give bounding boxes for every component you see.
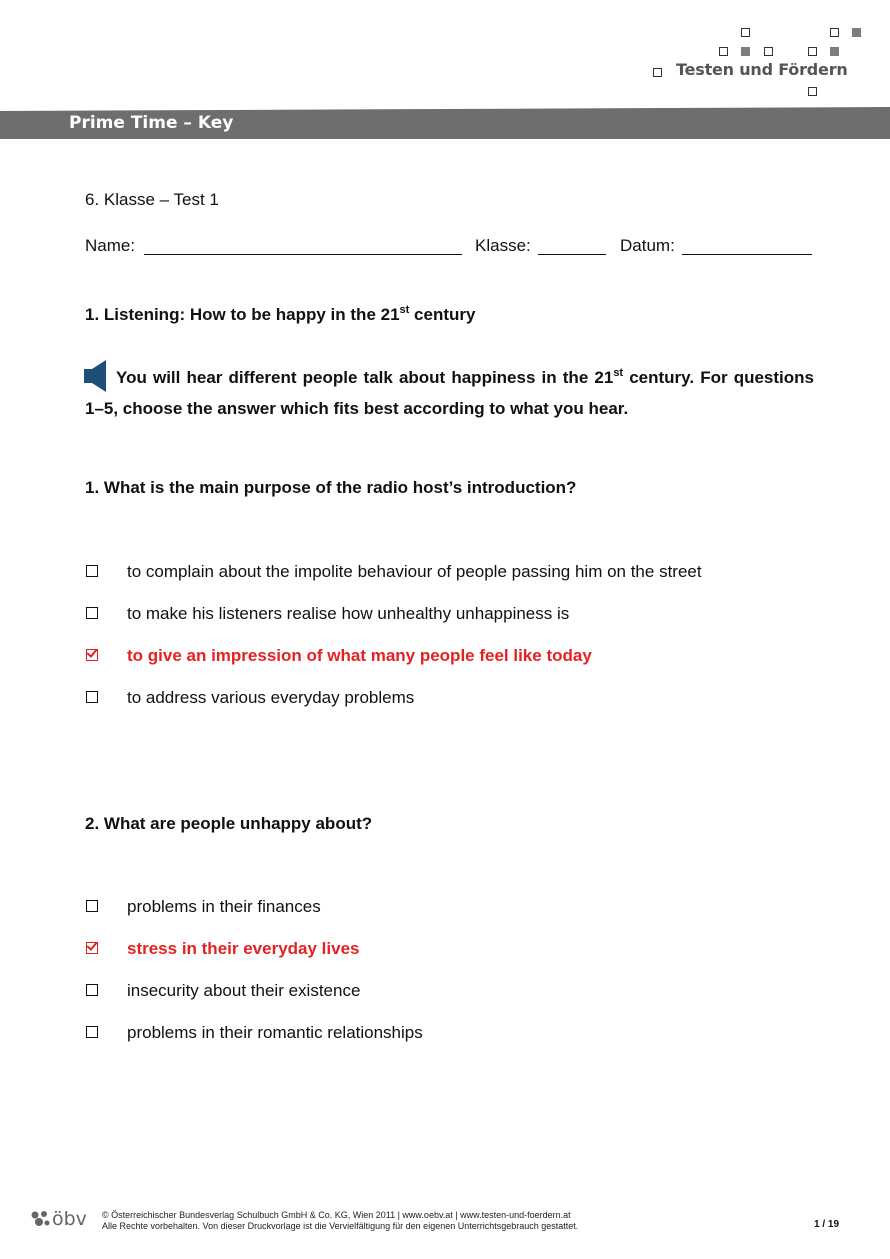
logo-square-icon — [764, 47, 773, 56]
option-text: to make his listeners realise how unhealthy unhappiness is — [127, 604, 570, 623]
logo-square-icon — [653, 68, 662, 77]
publisher-logo-text: öbv — [52, 1208, 87, 1230]
logo-square-icon — [852, 28, 861, 37]
correct-option-text: to give an impression of what many people feel like today — [127, 646, 592, 665]
logo-square-icon — [808, 87, 817, 96]
checkbox-icon[interactable] — [86, 1026, 98, 1038]
option-text: problems in their romantic relationships — [127, 1023, 423, 1042]
checked-checkbox-icon[interactable] — [86, 649, 98, 661]
copyright-text: © Österreichischer Bundesverlag Schulbuch GmbH & Co. KG, Wien 2011 | www.oebv.at | www.testen-und-foerdern.at — [102, 1210, 571, 1220]
section-heading: 1. Listening: How to be happy in the 21st century — [85, 304, 476, 324]
instruction-text: You will hear different people talk about happiness in the 21st century. For questions 1–5, choose the answer which fits best according to what you hear. — [85, 367, 814, 418]
publisher-logo-icon — [30, 1210, 50, 1228]
checkbox-icon[interactable] — [86, 900, 98, 912]
class-field[interactable] — [538, 240, 606, 255]
option-text: to address various everyday problems — [127, 688, 415, 707]
logo-square-icon — [741, 47, 750, 56]
logo-square-icon — [808, 47, 817, 56]
class-label: Klasse: — [475, 236, 531, 255]
banner-title: Prime Time – Key — [69, 113, 234, 133]
checkbox-icon[interactable] — [86, 607, 98, 619]
date-field[interactable] — [682, 240, 812, 255]
option-text: problems in their finances — [127, 897, 321, 916]
date-label: Datum: — [620, 236, 675, 255]
correct-option-text: stress in their everyday lives — [127, 939, 360, 958]
question-2-text: 2. What are people unhappy about? — [85, 814, 373, 833]
logo-square-icon — [719, 47, 728, 56]
checkbox-icon[interactable] — [86, 984, 98, 996]
checkbox-icon[interactable] — [86, 565, 98, 577]
logo-square-icon — [830, 28, 839, 37]
checked-checkbox-icon[interactable] — [86, 942, 98, 954]
logo-square-icon — [830, 47, 839, 56]
name-label: Name: — [85, 236, 136, 255]
grade-test-label: 6. Klasse – Test 1 — [85, 190, 219, 209]
option-text: to complain about the impolite behaviour of people passing him on the street — [127, 562, 702, 581]
name-field[interactable] — [144, 240, 462, 255]
checkbox-icon[interactable] — [86, 691, 98, 703]
page-number: 1 / 19 — [814, 1219, 840, 1230]
logo-square-icon — [741, 28, 750, 37]
option-text: insecurity about their existence — [127, 981, 361, 1000]
brand-name: Testen und Fördern — [676, 60, 848, 79]
rights-text: Alle Rechte vorbehalten. Von dieser Druckvorlage ist die Vervielfältigung für den eigenen Unterrichtsgebrauch gestattet. — [102, 1221, 579, 1231]
question-1-text: 1. What is the main purpose of the radio host’s introduction? — [85, 478, 577, 497]
